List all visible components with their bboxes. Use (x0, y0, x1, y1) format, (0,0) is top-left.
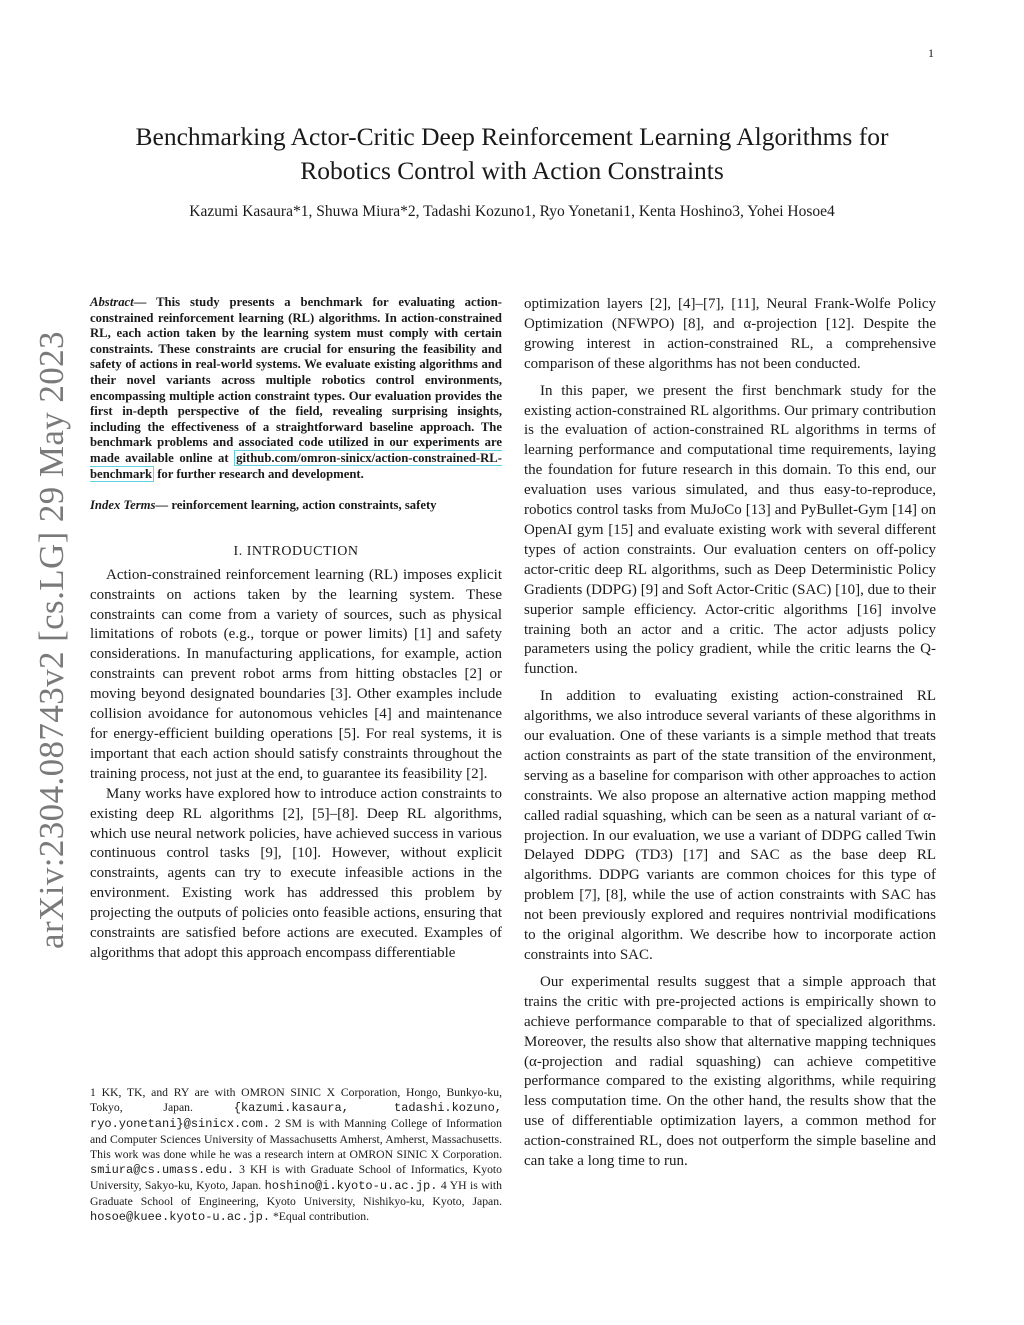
intro-paragraph-6: Our experimental results suggest that a simple approach that trains the critic with pre-projected actions is empirically shown to achieve performance comparable to that of specialized algorithms. Moreover, the results also show that alternative mapping techniques (α-projection and radial squashing) can achieve competitive performance compared to the existing algorithms, while requiring less computation time. On the other hand, the results show that the use of differentiable optimization layers, a common method for action-constrained RL, does not outperform the simple baseline and can take a long time to run. (524, 973, 936, 1170)
paper-title (95, 120, 929, 188)
abstract (90, 295, 502, 482)
abstract-text: This study presents a benchmark for evaluating action-constrained reinforcement learning (RL) algorithms. In action-constrained RL, each action taken by the learning system must comply with certain constraints. These constraints are crucial for ensuring the feasibility and safety of actions in real-world systems. We evaluate existing algorithms and their novel variants across multiple robotics control environments, encompassing multiple action constraint types. Our evaluation provides the first in-depth perspective of the field, revealing surprising insights, including the effectiveness of a straightforward baseline approach. The benchmark problems and associated code utilized in our experiments are made available online at (90, 295, 502, 465)
affiliation-footnote (90, 1085, 502, 1225)
intro-paragraph-1: Action-constrained reinforcement learning (RL) imposes explicit constraints on actions taken by the learning system. These constraints can come from a variety of sources, such as physical limitations of robots (e.g., torque or power limits) [1] and safety considerations. In manufacturing applications, for example, action constraints can prevent robot arms from hitting obstacles [2] or moving beyond designated boundaries [3]. Other examples include collision avoidance for autonomous vehicles [4] and maintenance for energy-efficient building operations [5]. For real systems, it is important that each action should satisfy constraints throughout the training process, not just at the end, to guarantee its feasibility [2]. (90, 566, 502, 782)
footnote-email-3: hoshino@i.kyoto-u.ac.jp. (264, 1179, 438, 1193)
footnote-email-2: smiura@cs.umass.edu. (90, 1163, 235, 1177)
index-terms-lead: Index Terms— (90, 498, 169, 513)
right-column (524, 295, 936, 1179)
benchmark-link[interactable]: github.com/omron-sinicx/action-constrained-RL-benchmark (90, 450, 502, 481)
index-terms-text: reinforcement learning, action constraints, safety (171, 498, 437, 513)
title-line-1: Benchmarking Actor-Critic Deep Reinforcement Learning Algorithms for (135, 122, 889, 151)
page-number: 1 (928, 46, 934, 60)
author-list: Kazumi Kasaura*1, Shuwa Miura*2, Tadashi Kozuno1, Ryo Yonetani1, Kenta Hoshino3, Yohei Hosoe4 (189, 203, 835, 220)
footnote-email-4: hosoe@kuee.kyoto-u.ac.jp. (90, 1210, 271, 1224)
footnote-part-5: *Equal contribution. (272, 1210, 370, 1223)
abstract-lead: Abstract— (90, 295, 147, 309)
title-line-2: Robotics Control with Action Constraints (300, 156, 724, 185)
intro-paragraph-5: In addition to evaluating existing action-constrained RL algorithms, we also introduce several variants of these algorithms in our evaluation. One of these variants is a simple method that treats action constraints as part of the state transition of the environment, serving as a baseline for comparison with other approaches to action constraints. We also propose an alternative action mapping method called radial squashing, which can be seen as a natural variant of α-projection. In our evaluation, we use a variant of DDPG called Twin Delayed DDPG (TD3) [17] and SAC as the base deep RL algorithms. DDPG variants are common choices for this type of problem [7], [8], while the use of action constraints with SAC has not been previously explored and requires nontrivial modifications to the original algorithm. We describe how to incorporate action constraints into SAC. (524, 688, 936, 963)
footnote-part-1: 1 KK, TK, and RY are with OMRON SINIC X Corporation, Hongo, Bunkyo-ku, Tokyo, Japan. (90, 1086, 502, 1114)
index-terms (90, 498, 502, 514)
section-heading: I. INTRODUCTION (233, 543, 359, 559)
intro-paragraph-3: optimization layers [2], [4]–[7], [11], Neural Frank-Wolfe Policy Optimization (NFWPO) [8], and α-projection [12]. Despite the growing interest in action-constrained RL, a comprehensive comparison of these algorithms has not been conducted. (524, 296, 936, 372)
intro-paragraph-2: Many works have explored how to introduce action constraints to existing deep RL algorithms [2], [5]–[8]. Deep RL algorithms, which use neural network policies, have achieved success in various continuous control tasks [9], [10]. However, without explicit constraints, agents can try to execute infeasible actions in the environment. Existing work has addressed this problem by projecting the outputs of policies onto feasible actions, ensuring that constraints are satisfied before actions are executed. Examples of algorithms that adopt this approach encompass differentiable (90, 785, 502, 961)
footnote-part-3: 3 KH is with Graduate School of Informatics, Kyoto University, Sakyo-ku, Kyoto, Japan. (90, 1163, 503, 1192)
footnote-part-4: 4 YH is with Graduate School of Engineering, Kyoto University, Nishikyo-ku, Kyoto, Japan. (90, 1179, 503, 1208)
intro-paragraph-4: In this paper, we present the first benchmark study for the existing action-constrained RL algorithms. Our primary contribution is the evaluation of action-constrained RL algorithms in terms of learning performance and computational time requirements, laying the foundation for future research in this domain. To this end, our evaluation uses various simulated, and thus easy-to-reproduce, robotics control tasks from MuJoCo [13] and PyBullet-Gym [14] on OpenAI gym [15] and evaluate existing work with several different types of action constraints. Our evaluation centers on off-policy actor-critic deep RL algorithms, such as Deep Deterministic Policy Gradients (DDPG) [9] and Soft Actor-Critic (SAC) [10], due to their superior sample efficiency. Actor-critic algorithms [16] involve training both an actor and a critic. The actor adjusts policy parameters using the policy gradient, while the critic learns the Q-function. (524, 382, 936, 678)
footnote-part-2: 2 SM is with Manning College of Information and Computer Sciences University of Massachusetts Amherst, Amherst, Massachusetts. This work was done while he was a research intern at OMRON SINIC X Corporation. (90, 1117, 502, 1161)
footnote-email-1: {kazumi.kasaura, tadashi.kozuno, ryo.yonetani}@sinicx.com. (90, 1101, 503, 1131)
abstract-text-end: for further research and development. (157, 466, 364, 481)
arxiv-stamp: arXiv:2304.08743v2 [cs.LG] 29 May 2023 (32, 331, 71, 949)
left-column (90, 295, 502, 964)
